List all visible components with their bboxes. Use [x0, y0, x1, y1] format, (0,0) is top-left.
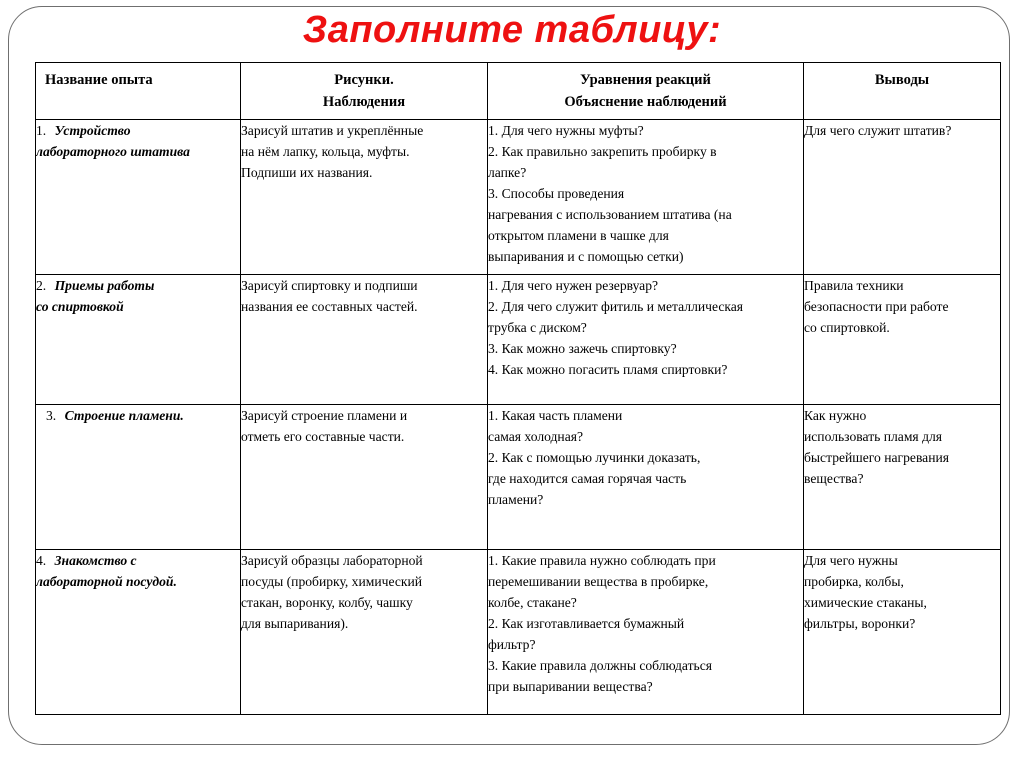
experiment-name-cell [36, 405, 241, 550]
drawings-line: на нём лапку, кольца, муфты. [241, 144, 410, 159]
experiment-title-line-2: со спиртовкой [36, 299, 124, 314]
question-line: перемешивании вещества в пробирке, [488, 574, 709, 589]
question-line: 1. Какая часть пламени [488, 408, 623, 423]
conclusion-line: фильтры, воронки? [804, 616, 916, 631]
question-line: самая холодная? [488, 429, 584, 444]
experiment-number: 4. [36, 553, 47, 568]
conclusion-line: вещества? [804, 471, 864, 486]
question-line: 3. Как можно зажечь спиртовку? [488, 341, 677, 356]
conclusion-line: Как нужно [804, 408, 867, 423]
question-line: выпаривания и с помощью сетки) [488, 249, 684, 264]
conclusion-line: Для чего нужны [804, 553, 898, 568]
question-line: трубка с диском? [488, 320, 587, 335]
drawings-line: названия ее составных частей. [241, 299, 418, 314]
question-line: открытом пламени в чашке для [488, 228, 669, 243]
conclusion-line: быстрейшего нагревания [804, 450, 950, 465]
conclusions-cell [804, 550, 1001, 715]
experiment-name-cell [36, 550, 241, 715]
question-line: фильтр? [488, 637, 536, 652]
drawings-line: Зарисуй спиртовку и подпиши [241, 278, 418, 293]
page-title: Заполните таблицу: [302, 9, 722, 51]
questions-cell [488, 550, 804, 715]
question-line: 2. Как с помощью лучинки доказать, [488, 450, 701, 465]
column-header-name [36, 63, 241, 120]
conclusion-line: химические стаканы, [804, 595, 927, 610]
conclusion-line: Для чего служит штатив? [804, 123, 952, 138]
question-line: при выпаривании вещества? [488, 679, 653, 694]
conclusions-cell [804, 120, 1001, 275]
experiment-number: 2. [36, 278, 47, 293]
table-header [36, 63, 1001, 120]
question-line: нагревания с использованием штатива (на [488, 207, 732, 222]
table-row [36, 405, 1001, 550]
question-line: 3. Какие правила должны соблюдаться [488, 658, 713, 673]
column-header-equations [488, 63, 804, 120]
conclusion-line: пробирка, колбы, [804, 574, 904, 589]
question-line: 2. Как изготавливается бумажный [488, 616, 685, 631]
questions-cell [488, 275, 804, 405]
drawings-line: Зарисуй штатив и укреплённые [241, 123, 424, 138]
questions-cell [488, 405, 804, 550]
column-header-drawings-line-1: Рисунки. [334, 72, 394, 88]
drawings-line: посуды (пробирку, химический [241, 574, 423, 589]
drawings-line: для выпаривания). [241, 616, 349, 631]
drawings-line: Подпиши их названия. [241, 165, 373, 180]
experiment-title-line-1: Строение пламени. [64, 408, 184, 423]
drawings-line: Зарисуй строение пламени и [241, 408, 408, 423]
conclusion-line: Правила техники [804, 278, 904, 293]
experiment-number: 3. [46, 408, 57, 423]
question-line: пламени? [488, 492, 544, 507]
drawings-cell [241, 120, 488, 275]
experiment-title-line-2: лабораторной посудой. [36, 574, 177, 589]
conclusion-line: безопасности при работе [804, 299, 949, 314]
drawings-line: отметь его составные части. [241, 429, 405, 444]
conclusions-cell [804, 405, 1001, 550]
experiment-name-cell [36, 275, 241, 405]
question-line: 2. Для чего служит фитиль и металлическая [488, 299, 744, 314]
table-row [36, 550, 1001, 715]
question-line: 1. Для чего нужен резервуар? [488, 278, 659, 293]
experiment-number: 1. [36, 123, 47, 138]
question-line: лапке? [488, 165, 527, 180]
table-header-row [36, 63, 1001, 120]
column-header-name-line-1: Название опыта [45, 72, 153, 88]
column-header-conclusions [804, 63, 1001, 120]
column-header-equations-line-2: Объяснение наблюдений [564, 94, 727, 110]
questions-cell [488, 120, 804, 275]
question-line: 2. Как правильно закрепить пробирку в [488, 144, 717, 159]
drawings-cell [241, 550, 488, 715]
column-header-equations-line-1: Уравнения реакций [580, 72, 711, 88]
question-line: колбе, стакане? [488, 595, 577, 610]
experiment-name-cell [36, 120, 241, 275]
question-line: 4. Как можно погасить пламя спиртовки? [488, 362, 728, 377]
conclusion-line: со спиртовкой. [804, 320, 890, 335]
experiments-table [35, 62, 1001, 715]
conclusions-cell [804, 275, 1001, 405]
experiment-title-line-1: Устройство [54, 123, 131, 138]
drawings-cell [241, 275, 488, 405]
column-header-drawings [241, 63, 488, 120]
question-line: где находится самая горячая часть [488, 471, 687, 486]
experiment-title-line-1: Знакомство с [54, 553, 137, 568]
table-body [36, 120, 1001, 715]
table-row [36, 120, 1001, 275]
question-line: 1. Для чего нужны муфты? [488, 123, 644, 138]
column-header-conclusions-line-1: Выводы [874, 72, 930, 88]
column-header-drawings-line-2: Наблюдения [322, 94, 406, 110]
conclusion-line: использовать пламя для [804, 429, 943, 444]
experiment-title-line-1: Приемы работы [54, 278, 155, 293]
drawings-cell [241, 405, 488, 550]
question-line: 3. Способы проведения [488, 186, 625, 201]
drawings-line: стакан, воронку, колбу, чашку [241, 595, 413, 610]
table-row [36, 275, 1001, 405]
drawings-line: Зарисуй образцы лабораторной [241, 553, 423, 568]
question-line: 1. Какие правила нужно соблюдать при [488, 553, 716, 568]
experiment-title-line-2: лабораторного штатива [36, 144, 190, 159]
